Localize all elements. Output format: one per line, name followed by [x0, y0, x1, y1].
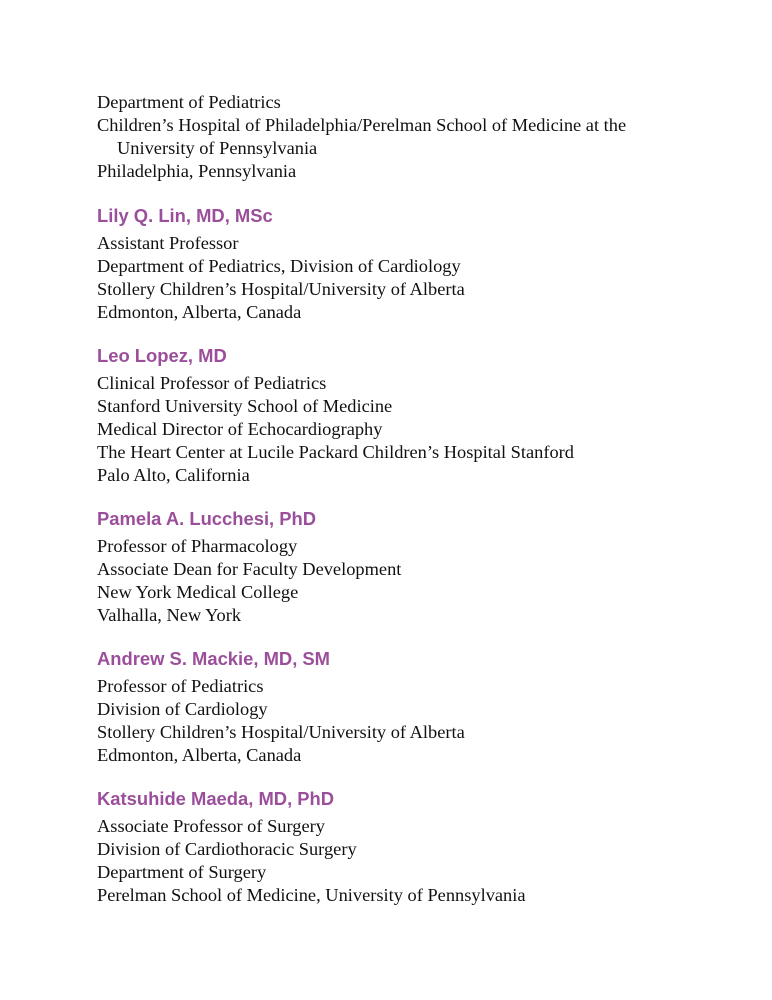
contributor-name: Lily Q. Lin, MD, MSc: [97, 205, 273, 226]
affiliation-line: Clinical Professor of Pediatrics: [97, 373, 327, 393]
affiliation-line: Department of Surgery: [97, 862, 267, 882]
affiliation-line: Stanford University School of Medicine: [97, 396, 393, 416]
affiliation-line: The Heart Center at Lucile Packard Children’s Hospital Stanford: [97, 442, 574, 462]
affiliation-line: Stollery Children’s Hospital/University of Alberta: [97, 279, 465, 299]
affiliation-line: Professor of Pediatrics: [97, 676, 264, 696]
contributor-entry: [97, 787, 717, 907]
affiliation-line: Stollery Children’s Hospital/University of Alberta: [97, 722, 465, 742]
affiliation-line: Department of Pediatrics: [97, 92, 281, 112]
affiliation-line: Valhalla, New York: [97, 605, 242, 625]
affiliation-line: Division of Cardiothoracic Surgery: [97, 839, 357, 859]
affiliation-line: Palo Alto, California: [97, 465, 250, 485]
affiliation-line: Division of Cardiology: [97, 699, 268, 719]
contributor-name: Leo Lopez, MD: [97, 345, 227, 366]
contributor-name: Pamela A. Lucchesi, PhD: [97, 508, 317, 529]
affiliation-line: Edmonton, Alberta, Canada: [97, 745, 302, 765]
affiliation-line-continued: University of Pennsylvania: [117, 138, 318, 158]
affiliation-line: Edmonton, Alberta, Canada: [97, 302, 302, 322]
affiliation-line: Associate Dean for Faculty Development: [97, 559, 402, 579]
contributor-name: Katsuhide Maeda, MD, PhD: [97, 788, 335, 809]
contributor-entry: [97, 647, 717, 767]
affiliation-line: Children’s Hospital of Philadelphia/Perelman School of Medicine at the: [97, 115, 627, 135]
continued-affiliation: [97, 91, 717, 183]
affiliation-line: Department of Pediatrics, Division of Cardiology: [97, 256, 461, 276]
affiliation-line: New York Medical College: [97, 582, 299, 602]
affiliation-line: Associate Professor of Surgery: [97, 816, 325, 836]
affiliation-line: Professor of Pharmacology: [97, 536, 298, 556]
contributor-name: Andrew S. Mackie, MD, SM: [97, 648, 330, 669]
affiliation-line: Medical Director of Echocardiography: [97, 419, 383, 439]
affiliation-line: Philadelphia, Pennsylvania: [97, 161, 297, 181]
contributor-entry: [97, 204, 717, 324]
contributor-entry: [97, 507, 717, 627]
contributor-entry: [97, 344, 717, 487]
affiliation-line: Perelman School of Medicine, University of Pennsylvania: [97, 885, 526, 905]
affiliation-line: Assistant Professor: [97, 233, 239, 253]
